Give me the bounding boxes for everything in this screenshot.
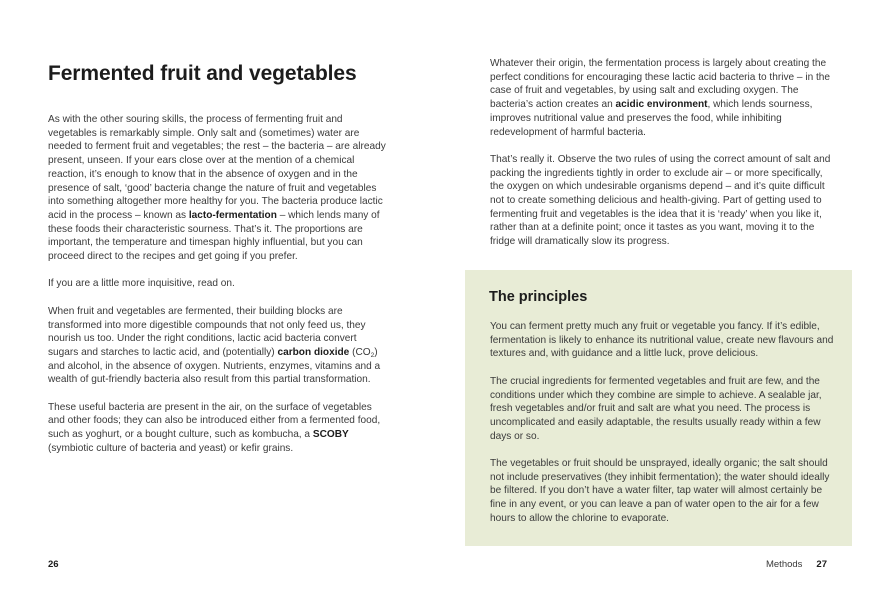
text-run: ) [374,346,378,358]
box-title: The principles [489,289,588,305]
page-number-right: 27 [816,559,827,570]
paragraph [48,401,388,456]
paragraph: The crucial ingredients for fermented vegetables and fruit are few, and the conditions under which they combine are simple to achieve. A sealable jar, fresh vegetables and/or fruit and salt are what you need. The process is uncomplicated and easily adaptable, the results usually ready within a few days or so. [490,375,822,442]
paragraph: You can ferment pretty much any fruit or vegetable you fancy. If it’s edible, fermentation is likely to enhance its nutritional value, create new flavours and textures and, with guidance and a little luck, prove delicious. [490,321,834,360]
text-run: , which lends sourness, improves nutritional value and preserves the food, while inhibiting redevelopment of harmful bacteria. [490,99,813,138]
text-run: Whatever their origin, the fermentation process is largely about creating the perfect conditions for encouraging these lactic acid bacteria to thrive – in the case of fruit and vegetables, by using salt and excluding oxygen. The bacteria’s action creates an [490,58,831,111]
right-page [438,0,876,600]
bold-term: SCOBY [312,429,349,441]
bold-term: acidic environment [615,99,708,111]
left-body [48,113,388,469]
section-label: Methods [765,559,803,570]
text-run: These useful bacteria are present in the air, on the surface of vegetables and other foods; they can also be introduced either from a fermented food, such as yoghurt, or a bought culture, such as kombucha, a [48,401,381,441]
right-body [490,57,836,263]
paragraph: The vegetables or fruit should be unsprayed, ideally organic; the salt should not include preservatives (they inhibit fermentation); the water should ideally be filtered. If you don’t have a water filter, tap water will almost certainly be fine in any event, or you can leave a pan of water open to the air for a few hours to allow the chlorine to evaporate. [490,458,830,524]
page-title: Fermented fruit and vegetables [48,62,357,85]
paragraph: That’s really it. Observe the two rules of using the correct amount of salt and packing the ingredients tightly in order to exclude air – or more specifically, the oxygen on which undesirable organisms depend – and it’s quite difficult not to create something delicious and health-giving. Part of getting used to fermenting fruit and vegetables is the idea that it is ‘ready’ when you like it, rather than at a definite point; once it tastes as you want, moving it to the fridge will dramatically slow its progress. [490,153,831,248]
paragraph [48,113,388,264]
paragraph: If you are a little more inquisitive, read on. [48,278,235,290]
paragraph [490,57,836,139]
box-body [490,320,840,539]
text-run: (symbiotic culture of bacteria and yeast) or kefir grains. [48,442,294,454]
principles-box [465,270,852,546]
subscript: 2 [370,351,375,359]
text-run: (CO [349,346,371,358]
text-run: – which lends many of these foods their characteristic sourness. That’s it. The proportions are important, the temperature and timespan highly influential, but you can proceed direct to the recipes and get going if you prefer. [48,209,380,263]
text-run: As with the other souring skills, the process of fermenting fruit and vegetables is remarkably simple. Only salt and (sometimes) water are needed to ferment fruit and vegetables; the rest – the bacteria – are already present, unseen. If your ears close over at the mention of a chemical reaction, it’s enough to know that in the absence of oxygen and in the presence of salt, ‘good’ bacteria change the nature of fruit and vegetables into something altogether more healthy for you. The bacteria produce lactic acid in the process – known as [48,114,386,221]
bold-term: lacto-fermentation [188,209,277,221]
bold-term: carbon dioxide [277,346,350,358]
folio-right [766,559,827,570]
paragraph [48,305,388,387]
page-number-left: 26 [48,559,59,570]
text-run: When fruit and vegetables are fermented, their building blocks are transformed into more digestible compounds that not only feed us, they nourish us too. Under the right conditions, lactic acid bacteria convert sugars and starches to lactic acid, and (potentially) [48,305,366,358]
text-run: and alcohol, in the absence of oxygen. Nutrients, enzymes, vitamins and a wealth of gut-friendly bacteria also result from this partial transformation. [48,360,381,386]
